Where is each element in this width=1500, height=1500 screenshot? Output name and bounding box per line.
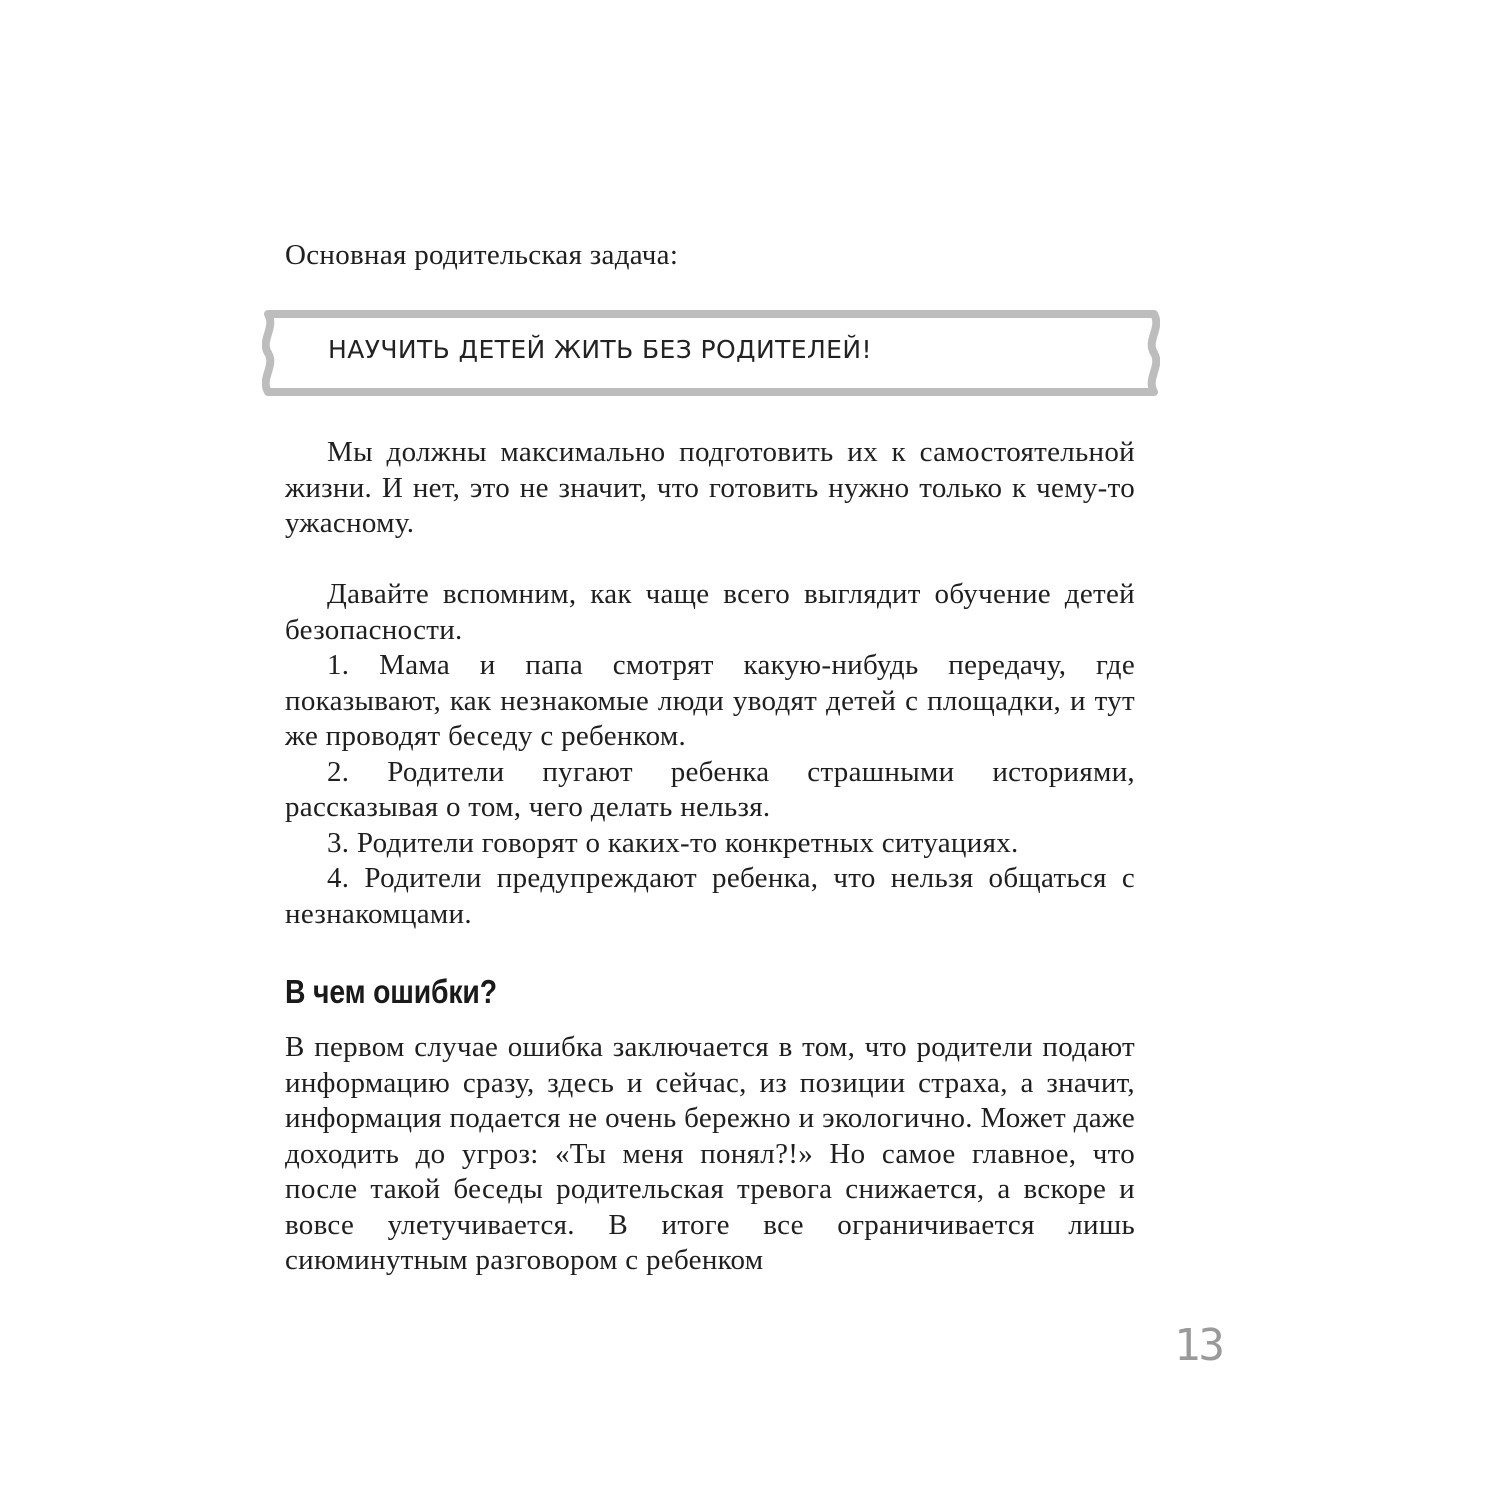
paragraph: Давайте вспомним, как чаще всего выглядит обучение детей безопасности. xyxy=(285,578,1135,646)
list-item: 2. Родители пугают ребенка страшными историями, рассказывая о том, чего делать нельзя. xyxy=(285,755,1135,823)
list-item: 4. Родители предупреждают ребенка, что нельзя общаться с незнакомцами. xyxy=(285,862,1135,930)
paragraph-preparation xyxy=(285,435,1135,542)
paragraph: Мы должны максимально подготовить их к самостоятельной жизни. И нет, это не значит, что готовить нужно только к чему-то ужасному. xyxy=(285,436,1135,539)
list-item: 1. Мама и папа смотрят какую-нибудь передачу, где показывают, как незнакомые люди уводят детей с площадки, и тут же проводят беседу с ребенком. xyxy=(285,649,1135,752)
banner-text: НАУЧИТЬ ДЕТЕЙ ЖИТЬ БЕЗ РОДИТЕЛЕЙ! xyxy=(328,335,872,364)
safety-training-list xyxy=(285,577,1135,932)
lead-sentence: Основная родительская задача: xyxy=(285,239,679,271)
paragraph-errors xyxy=(285,1030,1135,1279)
list-item: 3. Родители говорят о каких-то конкретных ситуациях. xyxy=(327,826,1019,859)
highlight-banner xyxy=(262,308,1160,398)
page-number: 13 xyxy=(1174,1320,1223,1371)
section-heading: В чем ошибки? xyxy=(285,973,497,1010)
paragraph: В первом случае ошибка заключается в том, что родители подают информацию сразу, здесь и сейчас, из позиции страха, а значит, информация подается не очень бережно и экологично. Может даже доходить до угроз: «Ты меня понял?!» Но самое главное, что после такой беседы родительская тревога снижается, а вскоре и вовсе улетучивается. В итоге все ограничивается лишь сиюминутным разговором с ребенком xyxy=(285,1031,1135,1276)
